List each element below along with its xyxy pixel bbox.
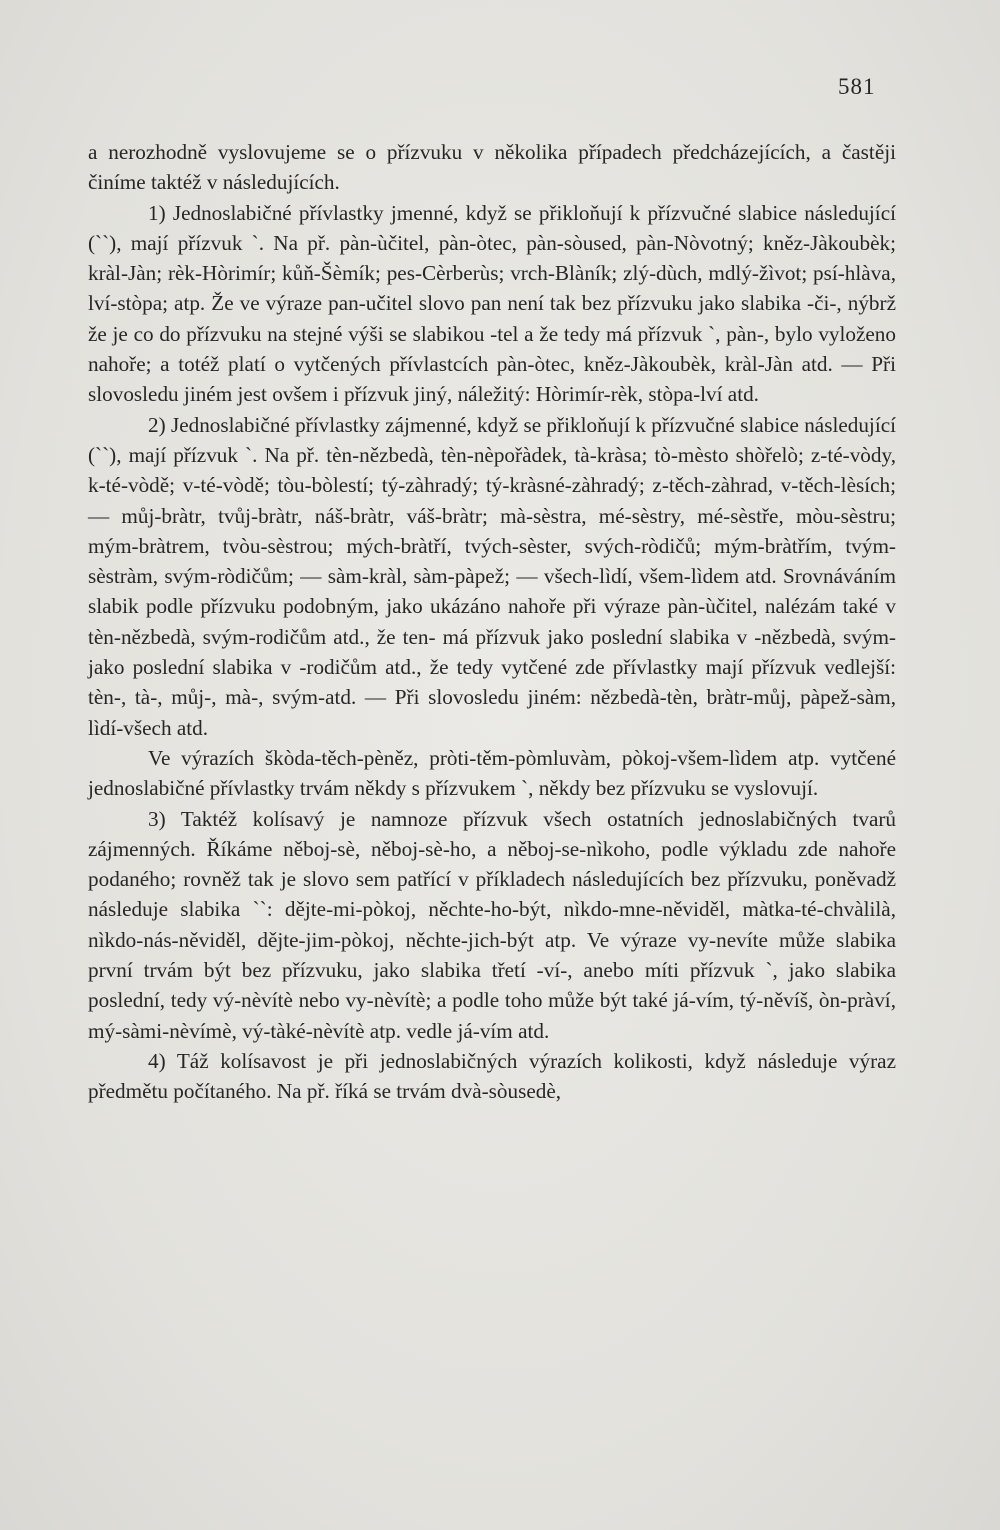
paragraph-1-jmenne: 1) Jednoslabičné přívlastky jmenné, když se přikloňují k přízvučné slabice následující (``), mají přízvuk `. Na př. pàn-ùčitel, pàn-òtec, pàn-sòused, pàn-Nòvotný; kněz-Jàkoubèk; kràl-Jàn; rèk-Hòrimír; kůň-Šèmík; pes-Cèrberùs; vrch-Blàník; zlý-dùch, mdlý-žìvot; psí-hlàva, lví-stòpa; atp. Že ve výraze pan-učitel slovo pan není tak bez přízvuku jako slabika -či-, nýbrž že je co do přízvuku na stejné výši se slabikou -tel a že tedy má přízvuk `, pàn-, bylo vyloženo nahoře; a totéž platí o vytčených přívlastcích pàn-òtec, kněz-Jàkoubèk, kràl-Jàn atd. — Při slovosledu jiném jest ovšem i přízvuk jiný, náležitý: Hòrimír-rèk, stòpa-lví atd. [88, 200, 896, 407]
paragraph-3-kolisavy: 3) Taktéž kolísavý je namnoze přízvuk všech ostatních jednoslabičných tvarů zájmenných. Říkáme něboj-sè, něboj-sè-ho, a něboj-se-nìkoho, podle výkladu zde nahoře podaného; rovněž tak je slovo sem patřící v příkladech následujících bez přízvuku, poněvadž následuje slabika ``: dějte-mi-pòkoj, něchte-ho-být, nìkdo-mne-něviděl, màtka-té-chvàlilà, nìkdo-nás-něviděl, dějte-jim-pòkoj, něchte-jich-být atp. Ve výraze vy-nevíte může slabika první trvám být bez přízvuku, jako slabika třetí -ví-, anebo míti přízvuk `, jako slabika poslední, tedy vý-nèvítè nebo vy-nèvítè; a podle toho může být také já-vím, tý-něvíš, òn-pràví, mý-sàmi-nèvímè, vý-tàké-nèvítè atp. vedle já-vím atd. [88, 806, 896, 1043]
page-number: 581 [838, 74, 876, 99]
paragraph-4-kolikosti: 4) Táž kolísavost je při jednoslabičných výrazích kolikosti, když následuje výraz předmětu počítaného. Na př. říká se trvám dvà-sòusedè, [88, 1048, 896, 1104]
paragraph-2-zajmenne: 2) Jednoslabičné přívlastky zájmenné, když se přikloňují k přízvučné slabice následující (``), mají přízvuk `. Na př. tèn-nězbedà, tèn-nèpořàdek, tà-kràsa; tò-mèsto shòřelò; z-té-vòdy, k-té-vòdě; v-té-vòdě; tòu-bòlestí; tý-zàhradý; tý-kràsné-zàhradý; z-těch-zàhrad, v-těch-lèsích; — můj-bràtr, tvůj-bràtr, náš-bràtr, váš-bràtr; mà-sèstra, mé-sèstry, mé-sèstře, mòu-sèstru; mým-bràtrem, tvòu-sèstrou; mých-bràtří, tvých-sèster, svých-ròdičů; mým-bràtřím, tvým-sèstràm, svým-ròdičům; — sàm-kràl, sàm-pàpež; — všech-lìdí, všem-lìdem atd. Srovnáváním slabik podle přízvuku podobným, jako ukázáno nahoře při výraze pàn-ùčitel, nalézám také v tèn-nězbedà, svým-rodičům atd., že ten- má přízvuk jako poslední slabika v -nězbedà, svým- jako poslední slabika v -rodičům atd., že tedy vytčené zde přívlastky mají přízvuk vedlejší: tèn-, tà-, můj-, mà-, svým-atd. — Při slovosledu jiném: nězbedà-tèn, bràtr-můj, pàpež-sàm, lìdí-všech atd. [88, 412, 896, 740]
paragraph-continuation: a nerozhodně vyslovujeme se o přízvuku v několika případech předcházejících, a častěji činíme taktéž v následujících. [88, 140, 896, 195]
body-text [88, 137, 896, 1107]
paragraph-vyrazy: Ve výrazích škòda-těch-pèněz, pròti-těm-pòmluvàm, pòkoj-všem-lìdem atp. vytčené jednoslabičné přívlastky trvám někdy s přízvukem `, někdy bez přízvuku se vyslovují. [88, 745, 896, 801]
